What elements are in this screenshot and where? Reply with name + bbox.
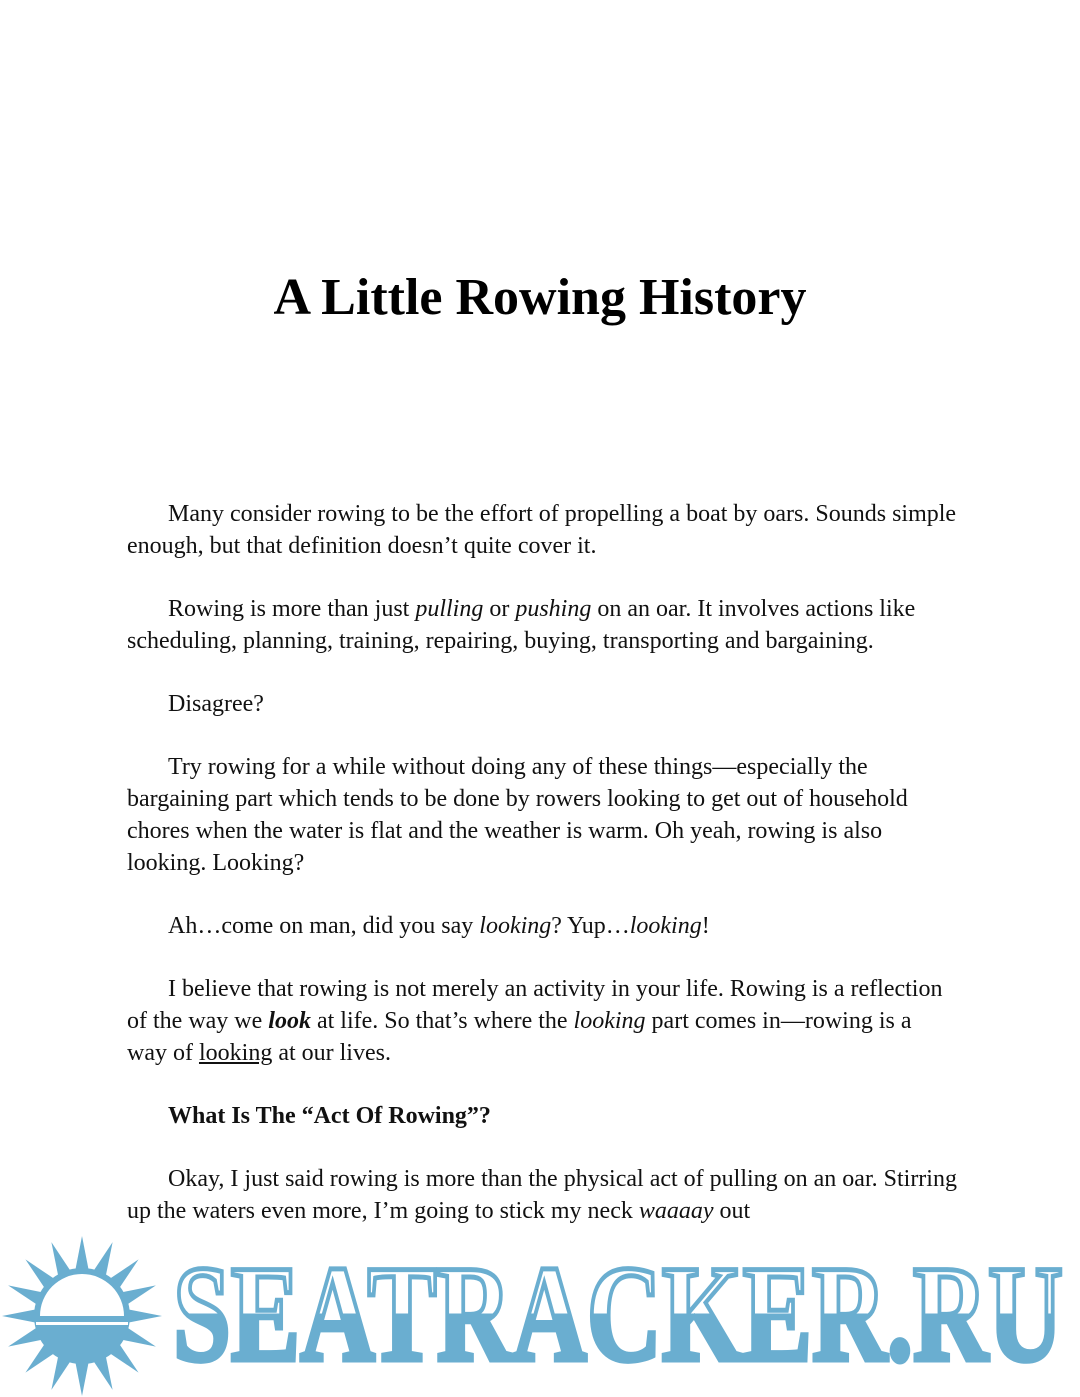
watermark-text <box>168 1240 1068 1380</box>
paragraph-2: Rowing is more than just pulling or pushing on an oar. It involves actions like scheduling, planning, training, repairing, buying, transporting and bargaining. <box>127 596 916 654</box>
paragraph-5: Ah…come on man, did you say looking? Yup…looking! <box>168 913 710 939</box>
paragraph-7: Okay, I just said rowing is more than the physical act of pulling on an oar. Stirring up the waters even more, I’m going to stick my neck waaaay out <box>127 1166 957 1224</box>
section-heading: What Is The “Act Of Rowing”? <box>168 1103 491 1129</box>
body-text <box>127 498 957 1258</box>
sun-over-water-icon <box>0 1232 165 1397</box>
paragraph-6: I believe that rowing is not merely an activity in your life. Rowing is a reflection of the way we look at life. So that’s where the looking part comes in—rowing is a way of looking at our lives. <box>127 976 943 1066</box>
watermark <box>0 1232 1080 1397</box>
sun-ray <box>75 1362 88 1396</box>
paragraph-3: Disagree? <box>168 691 264 717</box>
sun-ray <box>2 1309 36 1322</box>
watermark-label: SEATRACKER.RU <box>173 1240 1063 1380</box>
sun-ray <box>75 1236 88 1270</box>
paragraph-4: Try rowing for a while without doing any of these things—especially the bargaining part which tends to be done by rowers looking to get out of household chores when the water is flat and the weather is warm. Oh yeah, rowing is also looking. Looking? <box>127 754 908 876</box>
page-title: A Little Rowing History <box>273 269 807 326</box>
sun-ray <box>128 1309 162 1322</box>
paragraph-1: Many consider rowing to be the effort of propelling a boat by oars. Sounds simple enough, but that definition doesn’t quite cover it. <box>127 501 957 559</box>
